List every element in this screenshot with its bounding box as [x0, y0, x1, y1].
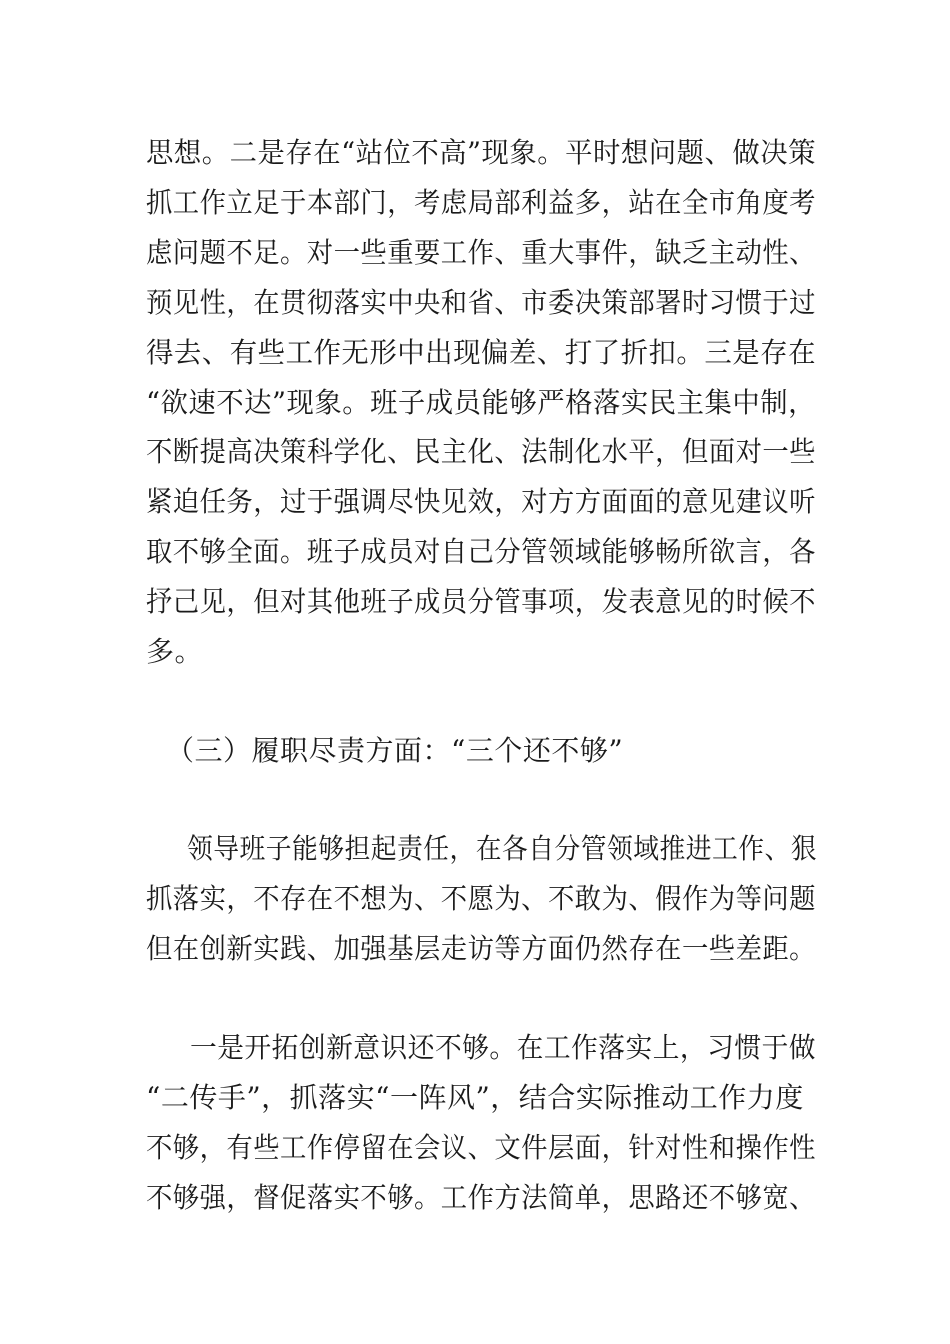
text-line: 不断提高决策科学化、民主化、法制化水平，但面对一些 [146, 435, 816, 468]
text-line: 取不够全面。班子成员对自己分管领域能够畅所欲言，各 [146, 535, 816, 568]
text-line: 领导班子能够担起责任，在各自分管领域推进工作、狠 [187, 832, 817, 865]
text-line: “欲速不达”现象。班子成员能够严格落实民主集中制， [146, 386, 816, 419]
text-line: 抓落实，不存在不想为、不愿为、不敢为、假作为等问题 [146, 882, 816, 915]
text-line: “二传手”，抓落实“一阵风”，结合实际推动工作力度 [146, 1081, 804, 1114]
text-line: 一是开拓创新意识还不够。在工作落实上，习惯于做 [190, 1031, 817, 1064]
text-line: 虑问题不足。对一些重要工作、重大事件，缺乏主动性、 [146, 236, 816, 269]
text-line: 多。 [146, 635, 204, 668]
text-line: 得去、有些工作无形中出现偏差、打了折扣。三是存在 [146, 336, 816, 369]
text-line: 不够强，督促落实不够。工作方法简单，思路还不够宽、 [146, 1181, 816, 1214]
text-line: 抓工作立足于本部门，考虑局部利益多，站在全市角度考 [146, 186, 816, 219]
section-heading: （三）履职尽责方面：“三个还不够” [166, 734, 624, 767]
text-line: 紧迫任务，过于强调尽快见效，对方方面面的意见建议听 [146, 485, 816, 518]
text-line: 不够，有些工作停留在会议、文件层面，针对性和操作性 [146, 1131, 816, 1164]
text-line: 预见性，在贯彻落实中央和省、市委决策部署时习惯于过 [146, 286, 816, 319]
text-line: 但在创新实践、加强基层走访等方面仍然存在一些差距。 [146, 932, 816, 965]
text-line: 思想。二是存在“站位不高”现象。平时想问题、做决策 [146, 136, 816, 169]
text-line: 抒己见，但对其他班子成员分管事项，发表意见的时候不 [146, 585, 816, 618]
